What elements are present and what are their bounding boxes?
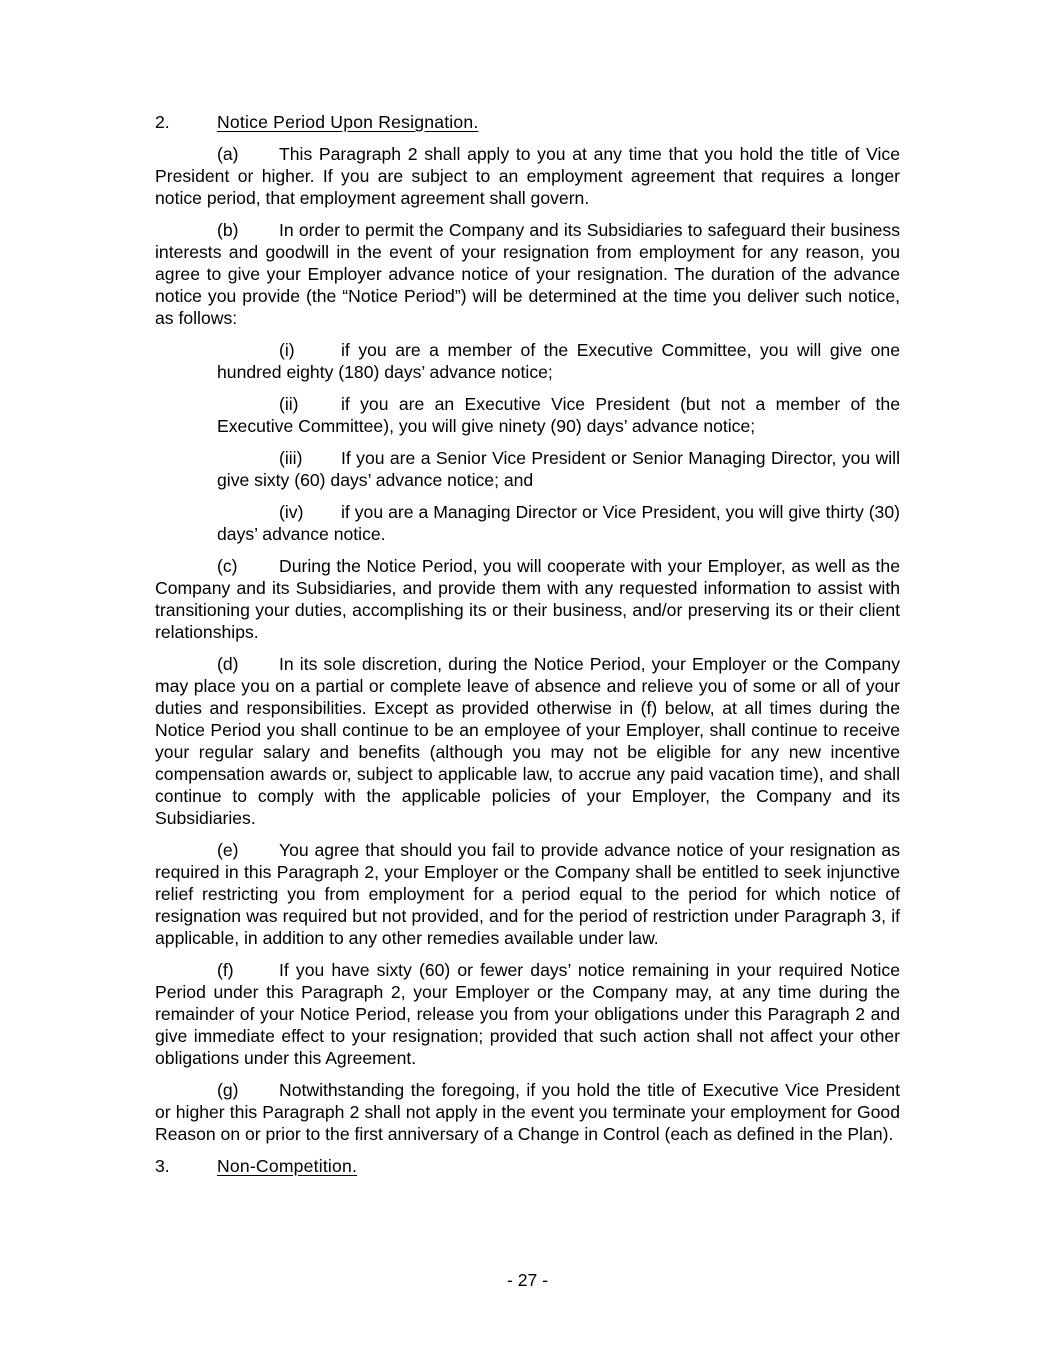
subitem-label: (ii) [279, 394, 299, 414]
section-title: Non-Competition. [217, 1156, 358, 1176]
paragraph-a [155, 143, 900, 209]
paragraph-label: (a) [217, 144, 239, 164]
subitem-iii [217, 447, 900, 491]
document-body [155, 111, 900, 1177]
section-heading-2 [155, 111, 900, 133]
subitem-label: (iv) [279, 502, 304, 522]
paragraph-e [155, 839, 900, 949]
subitem-text: If you are a Senior Vice President or Senior Managing Director, you will give sixty (60) days’ advance notice; and [217, 448, 900, 490]
paragraph-label: (f) [217, 960, 234, 980]
subitem-text: if you are an Executive Vice President (but not a member of the Executive Committee), you will give ninety (90) days’ advance notice; [217, 394, 900, 436]
paragraph-label: (g) [217, 1080, 239, 1100]
subitem-text: if you are a Managing Director or Vice President, you will give thirty (30) days’ advance notice. [217, 502, 900, 544]
paragraph-text: In order to permit the Company and its Subsidiaries to safeguard their business interests and goodwill in the event of your resignation from employment for any reason, you agree to give your Employer advance notice of your resignation. The duration of the advance notice you provide (the “Notice Period”) will be determined at the time you deliver such notice, as follows: [155, 220, 900, 328]
paragraph-text: If you have sixty (60) or fewer days’ notice remaining in your required Notice Period under this Paragraph 2, your Employer or the Company may, at any time during the remainder of your Notice Period, release you from your obligations under this Paragraph 2 and give immediate effect to your resignation; provided that such action shall not affect your other obligations under this Agreement. [155, 960, 900, 1068]
paragraph-b [155, 219, 900, 329]
subitem-ii [217, 393, 900, 437]
paragraph-g [155, 1079, 900, 1145]
subitem-i [217, 339, 900, 383]
section-title: Notice Period Upon Resignation. [217, 112, 479, 132]
page-number: - 27 - [506, 1270, 549, 1290]
paragraph-label: (d) [217, 654, 239, 674]
paragraph-text: You agree that should you fail to provide advance notice of your resignation as required in this Paragraph 2, your Employer or the Company shall be entitled to seek injunctive relief restricting you from employment for a period equal to the period for which notice of resignation was required but not provided, and for the period of restriction under Paragraph 3, if applicable, in addition to any other remedies available under law. [155, 840, 900, 948]
paragraph-label: (c) [217, 556, 238, 576]
section-number: 3. [155, 1156, 170, 1176]
subitem-iv [217, 501, 900, 545]
section-number: 2. [155, 112, 170, 132]
subitem-text: if you are a member of the Executive Committee, you will give one hundred eighty (180) days’ advance notice; [217, 340, 900, 382]
subitem-label: (iii) [279, 448, 303, 468]
paragraph-d [155, 653, 900, 829]
paragraph-label: (e) [217, 840, 239, 860]
section-heading-3 [155, 1155, 900, 1177]
paragraph-text: This Paragraph 2 shall apply to you at any time that you hold the title of Vice President or higher. If you are subject to an employment agreement that requires a longer notice period, that employment agreement shall govern. [155, 144, 900, 208]
paragraph-label: (b) [217, 220, 239, 240]
paragraph-text: Notwithstanding the foregoing, if you hold the title of Executive Vice President or higher this Paragraph 2 shall not apply in the event you terminate your employment for Good Reason on or prior to the first anniversary of a Change in Control (each as defined in the Plan). [155, 1080, 900, 1144]
paragraph-text: During the Notice Period, you will cooperate with your Employer, as well as the Company and its Subsidiaries, and provide them with any requested information to assist with transitioning your duties, accomplishing its or their business, and/or preserving its or their client relationships. [155, 556, 900, 642]
paragraph-c [155, 555, 900, 643]
paragraph-f [155, 959, 900, 1069]
paragraph-text: In its sole discretion, during the Notice Period, your Employer or the Company may place you on a partial or complete leave of absence and relieve you of some or all of your duties and responsibilities. Except as provided otherwise in (f) below, at all times during the Notice Period you shall continue to be an employee of your Employer, shall continue to receive your regular salary and benefits (although you may not be eligible for any new incentive compensation awards or, subject to applicable law, to accrue any paid vacation time), and shall continue to comply with the applicable policies of your Employer, the Company and its Subsidiaries. [155, 654, 900, 828]
subitem-label: (i) [279, 340, 295, 360]
